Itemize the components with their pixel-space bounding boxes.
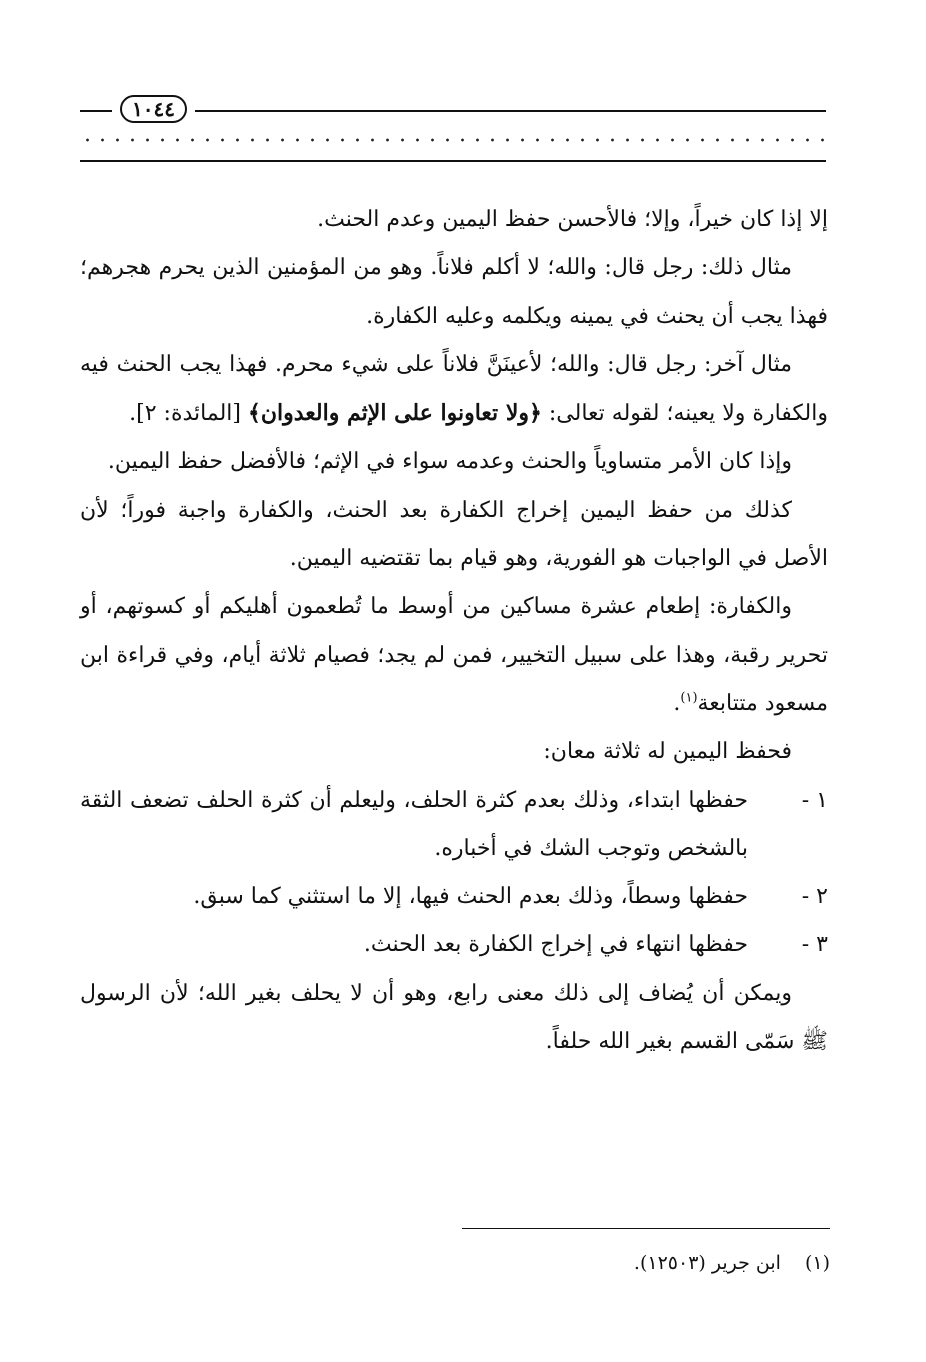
list-item	[80, 777, 828, 874]
list-item	[80, 873, 828, 921]
main-text	[80, 196, 828, 1066]
paragraph-2: مثال ذلك: رجل قال: والله؛ لا أكلم فلاناً. وهو من المؤمنين الذين يحرم هجرهم؛ فهذا يجب أن يحنث في يمينه ويكلمه وعليه الكفارة.	[80, 255, 828, 329]
verse-reference: [المائدة: ٢].	[129, 401, 248, 427]
list-item	[80, 921, 828, 969]
quran-verse: ﴿ولا تعاونوا على الإثم والعدوان﴾	[247, 400, 542, 427]
paragraph-5: كذلك من حفظ اليمين إخراج الكفارة بعد الحنث، والكفارة واجبة فوراً؛ لأن الأصل في الواجبات هو الفورية، وهو قيام بما تقتضيه اليمين.	[80, 497, 828, 572]
footnote-number: (١)	[804, 1252, 830, 1274]
header-dotted-line	[80, 138, 826, 142]
footnote-separator	[462, 1228, 830, 1229]
paragraph-3-text: مثال آخر: رجل قال: والله؛ لأعينَنَّ فلاناً على شيء محرم. فهذا يجب الحنث فيه والكفارة ولا يعينه؛ لقوله تعالى:	[80, 351, 828, 427]
list-item-number: ١ -	[801, 787, 828, 813]
paragraph-6-text: والكفارة: إطعام عشرة مساكين من أوسط ما تُطعمون أهليكم أو كسوتهم، أو تحرير رقبة، وهذا على سبيل التخيير، فمن لم يجد؛ فصيام ثلاثة أيام، وفي قراءة ابن مسعود متتابعة	[80, 594, 828, 716]
footnote-text: ابن جرير (١٢٥٠٣).	[633, 1252, 781, 1274]
paragraph-6	[80, 583, 828, 728]
paragraph-4: وإذا كان الأمر متساوياً والحنث وعدمه سواء في الإثم؛ فالأفضل حفظ اليمين.	[107, 449, 792, 475]
header-bottom-rule	[80, 160, 826, 162]
page-header	[0, 0, 926, 175]
list-item-number: ٣ -	[801, 932, 828, 958]
paragraph-7: فحفظ اليمين له ثلاثة معان:	[543, 739, 792, 765]
page-number-frame	[112, 94, 195, 124]
paragraph-1: إلا إذا كان خيراً، وإلا؛ فالأحسن حفظ اليمين وعدم الحنث.	[317, 207, 828, 232]
list-item-text: حفظها انتهاء في إخراج الكفارة بعد الحنث.	[363, 932, 748, 958]
list-item-text: حفظها ابتداء، وذلك بعدم كثرة الحلف، وليعلم أن كثرة الحلف تضعف الثقة بالشخص وتوجب الشك في أخباره.	[80, 787, 748, 861]
footnote-marker: (١)	[680, 690, 698, 706]
list-item-number: ٢ -	[801, 884, 828, 910]
list-item-text: حفظها وسطاً، وذلك بعدم الحنث فيها، إلا ما استثني كما سبق.	[193, 884, 748, 910]
paragraph-8: ويمكن أن يُضاف إلى ذلك معنى رابع، وهو أن لا يحلف بغير الله؛ لأن الرسول ﷺ سَمّى القسم بغير الله حلفاً.	[80, 980, 828, 1055]
footnote	[80, 1248, 830, 1278]
paragraph-6-end: .	[673, 690, 681, 716]
paragraph-3	[80, 341, 828, 439]
page-number: ١٠٤٤	[120, 95, 187, 123]
